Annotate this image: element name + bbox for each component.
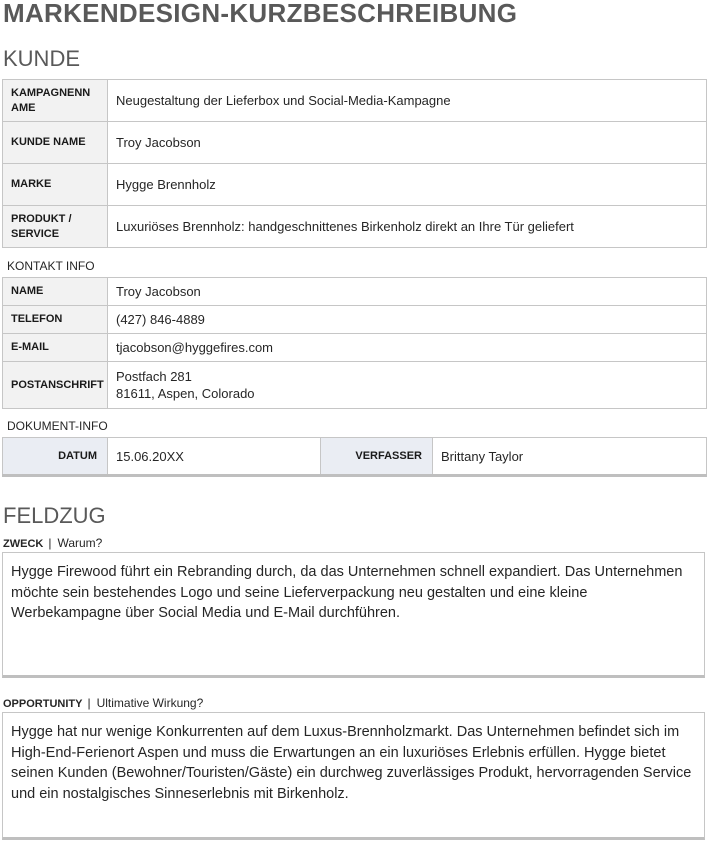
contact-row-email [3, 334, 707, 362]
document-info-rule [2, 474, 707, 477]
purpose-separator: | [48, 536, 52, 550]
client-row-name [3, 122, 707, 164]
product-service-value[interactable]: Luxuriöses Brennholz: handgeschnittenes Birkenholz direkt an Ihre Tür geliefert [108, 206, 707, 248]
contact-info-heading: KONTAKT INFO [7, 259, 95, 273]
product-service-label: PRODUKT / SERVICE [3, 206, 108, 248]
date-value[interactable]: 15.06.20XX [108, 438, 321, 475]
opportunity-text-box[interactable]: Hygge hat nur wenige Konkurrenten auf dem Luxus-Brennholzmarkt. Das Unternehmen befindet sich im High-End-Ferienort Aspen und muss die Erwartungen an ein luxuriöses Erlebnis erfüllen. Hygge bietet seinen Kunden (Bewohner/Touristen/Gäste) ein durchweg zuverlässiges Produkt, hervorragenden Service und ein nostalgisches Sinneserlebnis mit Birkenholz. [2, 712, 705, 840]
purpose-text-box[interactable]: Hygge Firewood führt ein Rebranding durch, da das Unternehmen schnell expandiert. Das Unternehmen möchte sein bestehendes Logo und seine Lieferverpackung neu gestalten und eine kleine Werbekampagne über Social Media und E-Mail durchführen. [2, 552, 705, 678]
client-name-label: KUNDE NAME [3, 122, 108, 164]
author-label: VERFASSER [321, 438, 433, 475]
campaign-name-label: KAMPAGNENN AME [3, 80, 108, 122]
document-info-row [3, 438, 707, 475]
purpose-question-line [3, 536, 102, 550]
client-section-title: KUNDE [3, 46, 81, 71]
campaign-section-title: FELDZUG [3, 503, 106, 528]
postal-address-value[interactable] [108, 362, 707, 409]
client-table [2, 79, 707, 248]
brand-label: MARKE [3, 164, 108, 206]
campaign-name-value[interactable]: Neugestaltung der Lieferbox und Social-Media-Kampagne [108, 80, 707, 122]
client-row-brand [3, 164, 707, 206]
author-value[interactable]: Brittany Taylor [433, 438, 707, 475]
contact-name-label: NAME [3, 278, 108, 306]
opportunity-separator: | [87, 696, 91, 710]
client-row-product [3, 206, 707, 248]
document-title: MARKENDESIGN-KURZBESCHREIBUNG [3, 0, 518, 28]
contact-row-name [3, 278, 707, 306]
postal-address-label: POSTANSCHRIFT [3, 362, 108, 409]
client-row-campaign [3, 80, 707, 122]
phone-label: TELEFON [3, 306, 108, 334]
contact-row-phone [3, 306, 707, 334]
email-value[interactable]: tjacobson@hyggefires.com [108, 334, 707, 362]
purpose-question: Warum? [57, 536, 103, 550]
document-info-heading: DOKUMENT-INFO [7, 419, 108, 433]
document-info-table [2, 437, 707, 475]
brand-value[interactable]: Hygge Brennholz [108, 164, 707, 206]
email-label: E-MAIL [3, 334, 108, 362]
postal-address-line1: Postfach 281 [116, 369, 192, 384]
contact-row-address [3, 362, 707, 409]
purpose-label: ZWECK [3, 538, 44, 550]
opportunity-question: Ultimative Wirkung? [96, 696, 204, 710]
opportunity-question-line [3, 696, 203, 710]
phone-value[interactable]: (427) 846-4889 [108, 306, 707, 334]
contact-table [2, 277, 707, 409]
date-label: DATUM [3, 438, 108, 475]
postal-address-line2: 81611, Aspen, Colorado [116, 386, 255, 401]
client-name-value[interactable]: Troy Jacobson [108, 122, 707, 164]
opportunity-label: OPPORTUNITY [3, 698, 83, 710]
contact-name-value[interactable]: Troy Jacobson [108, 278, 707, 306]
